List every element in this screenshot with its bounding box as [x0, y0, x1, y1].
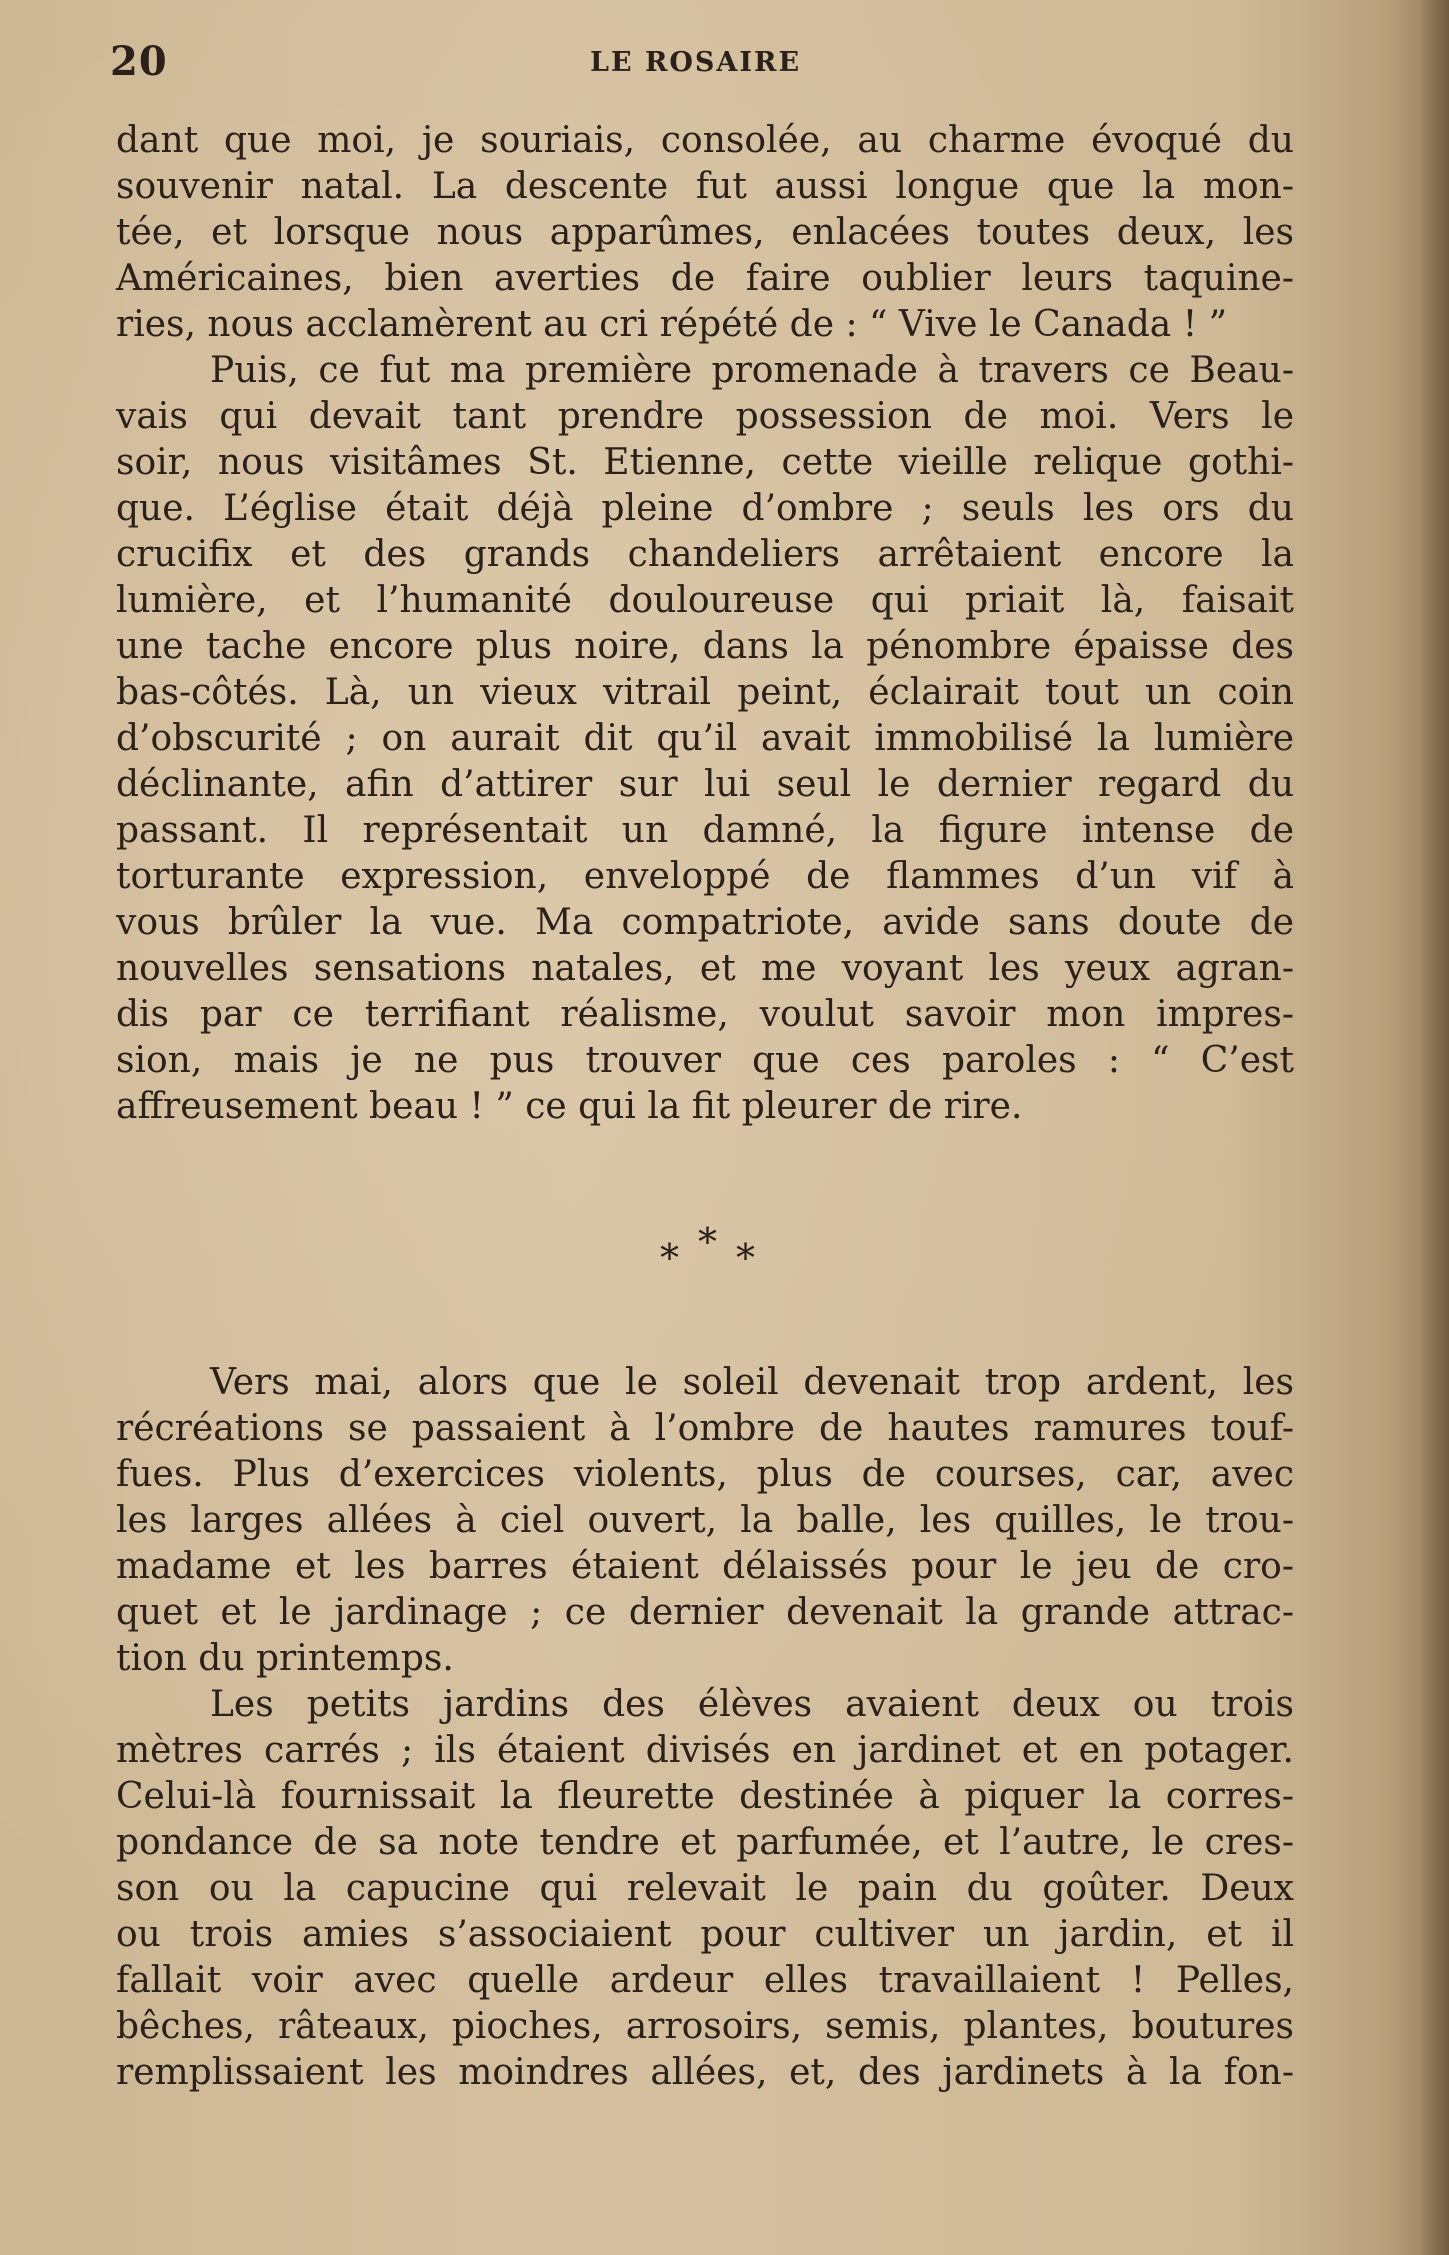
asterisk-icon: * — [736, 1236, 755, 1280]
text-line: sion, mais je ne pus trouver que ces paroles : “ C’est — [116, 1040, 1294, 1081]
text-line: bas-côtés. Là, un vieux vitrail peint, éclairait tout un coin — [116, 672, 1294, 713]
text-line: d’obscurité ; on aurait dit qu’il avait immobilisé la lumière — [116, 718, 1294, 759]
paragraph-3 — [116, 1360, 1294, 1682]
text-line: dis par ce terrifiant réalisme, voulut savoir mon impres- — [116, 994, 1294, 1035]
text-line: son ou la capucine qui relevait le pain du goûter. Deux — [116, 1868, 1294, 1909]
page-edge-shadow — [1419, 0, 1449, 2255]
text-line: quet et le jardinage ; ce dernier devenait la grande attrac- — [116, 1592, 1294, 1633]
paragraph-2 — [116, 348, 1294, 1130]
page-number: 20 — [110, 38, 168, 85]
asterisk-icon: * — [698, 1220, 717, 1264]
text-line: vais qui devait tant prendre possession de moi. Vers le — [116, 396, 1294, 437]
text-line: fallait voir avec quelle ardeur elles travaillaient ! Pelles, — [116, 1960, 1294, 2001]
text-line: Celui-là fournissait la fleurette destinée à piquer la corres- — [116, 1776, 1294, 1817]
text-line: remplissaient les moindres allées, et, des jardinets à la fon- — [116, 2052, 1294, 2093]
text-line: que. L’église était déjà pleine d’ombre ; seuls les ors du — [116, 488, 1294, 529]
text-line: soir, nous visitâmes St. Etienne, cette vieille relique gothi- — [116, 442, 1294, 483]
asterisk-icon: * — [660, 1236, 679, 1280]
text-line: déclinante, afin d’attirer sur lui seul le dernier regard du — [116, 764, 1294, 805]
text-line: récréations se passaient à l’ombre de hautes ramures touf- — [116, 1408, 1294, 1449]
text-line: affreusement beau ! ” ce qui la fit pleurer de rire. — [116, 1086, 1023, 1127]
text-line: pondance de sa note tendre et parfumée, et l’autre, le cres- — [116, 1822, 1294, 1863]
text-line: Les petits jardins des élèves avaient deux ou trois — [210, 1684, 1294, 1725]
text-line: ou trois amies s’associaient pour cultiver un jardin, et il — [116, 1914, 1294, 1955]
paragraph-4 — [116, 1682, 1294, 2096]
running-title: LE ROSAIRE — [590, 47, 802, 78]
text-line: tée, et lorsque nous apparûmes, enlacées toutes deux, les — [116, 212, 1294, 253]
text-line: madame et les barres étaient délaissés pour le jeu de cro- — [116, 1546, 1294, 1587]
text-line: une tache encore plus noire, dans la pénombre épaisse des — [116, 626, 1294, 667]
text-line: tion du printemps. — [116, 1638, 454, 1679]
text-line: torturante expression, enveloppé de flammes d’un vif à — [116, 856, 1294, 897]
text-line: vous brûler la vue. Ma compatriote, avide sans doute de — [116, 902, 1294, 943]
text-line: mètres carrés ; ils étaient divisés en jardinet et en potager. — [116, 1730, 1294, 1771]
text-line: fues. Plus d’exercices violents, plus de courses, car, avec — [116, 1454, 1294, 1495]
page-header — [110, 38, 1290, 88]
text-line: Américaines, bien averties de faire oublier leurs taquine- — [116, 258, 1294, 299]
text-line: bêches, râteaux, pioches, arrosoirs, semis, plantes, boutures — [116, 2006, 1294, 2047]
text-line: dant que moi, je souriais, consolée, au charme évoqué du — [116, 120, 1294, 161]
text-line: Puis, ce fut ma première promenade à travers ce Beau- — [210, 350, 1294, 391]
text-line: lumière, et l’humanité douloureuse qui priait là, faisait — [116, 580, 1294, 621]
text-line: souvenir natal. La descente fut aussi longue que la mon- — [116, 166, 1294, 207]
text-line: passant. Il représentait un damné, la figure intense de — [116, 810, 1294, 851]
text-line: nouvelles sensations natales, et me voyant les yeux agran- — [116, 948, 1294, 989]
text-line: crucifix et des grands chandeliers arrêtaient encore la — [116, 534, 1294, 575]
text-line: ries, nous acclamèrent au cri répété de : “ Vive le Canada ! ” — [116, 304, 1228, 345]
text-line: les larges allées à ciel ouvert, la balle, les quilles, le trou- — [116, 1500, 1294, 1541]
text-line: Vers mai, alors que le soleil devenait trop ardent, les — [210, 1362, 1294, 1403]
section-separator-asterism — [640, 1220, 780, 1280]
paragraph-1 — [116, 118, 1294, 348]
